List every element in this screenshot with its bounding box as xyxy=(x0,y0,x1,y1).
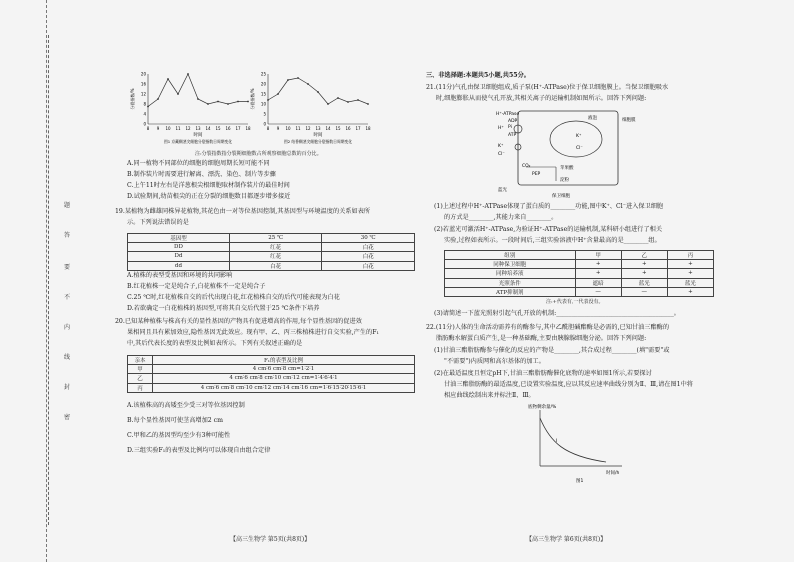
x-tick-label: 12 xyxy=(305,126,311,131)
x-tick-label: 10 xyxy=(165,126,171,131)
series-line xyxy=(268,78,368,104)
label-co2: CO₂ xyxy=(522,164,531,169)
x-tick-label: 17 xyxy=(235,126,241,131)
table-cell: 遮暗 xyxy=(575,278,621,287)
table-cell: + xyxy=(667,260,713,269)
q20-table xyxy=(127,355,415,393)
y-tick-label: 5 xyxy=(263,111,266,117)
y-tick-label: 12 xyxy=(140,91,146,97)
table-cell: 4 cm∶6 cm∶8 cm=1∶2∶1 xyxy=(153,365,415,374)
x-tick-label: 11 xyxy=(175,126,181,131)
page-footer-left: 【高三生物学 第5页(共8页)】 xyxy=(230,536,311,543)
x-tick-label: 18 xyxy=(365,126,371,131)
label-adp: ADP xyxy=(508,119,518,124)
q18-option-a: A.同一植物不同部位的细胞的细胞周期长短可能不同 xyxy=(127,160,270,167)
q21-table xyxy=(444,250,714,297)
table-header: 亲本 xyxy=(128,356,153,365)
fig1-xlabel: 时间/h xyxy=(606,471,620,476)
y-tick-label: 20 xyxy=(260,81,266,87)
fig1-title: 图1 xyxy=(576,479,584,484)
table-cell: 4 cm∶6 cm∶8 cm∶10 cm∶12 cm=1∶4∶6∶4∶1 xyxy=(153,374,415,383)
q19-table xyxy=(127,233,415,271)
x-tick-label: 13 xyxy=(315,126,321,131)
data-point xyxy=(207,103,209,105)
data-point xyxy=(357,99,359,101)
q21-stem-cont: 时,细胞膨胀从而使气孔开放,其相关离子的运输机制如图所示。回答下列问题: xyxy=(436,95,647,102)
q21-table-note: 注:+代表有,一代表没有。 xyxy=(546,299,604,305)
y-tick-label: 0 xyxy=(263,121,266,127)
q22-part2: (2)在最适温度且恒定pH下,甘油三酯脂肪酶催化底物的速率如图1所示,若要探讨 xyxy=(434,370,652,377)
y-tick-label: 15 xyxy=(260,91,266,97)
data-point xyxy=(367,103,369,105)
table-cell: dd xyxy=(128,261,230,270)
q20-option-b: B.每个显性基因可使茎高增加2 cm xyxy=(127,417,223,424)
q19-option-b: B.红花植株一定是纯合子,白花植株不一定是纯合子 xyxy=(127,283,266,290)
label-atp: ATP xyxy=(508,133,517,138)
table-cell: 白花 xyxy=(322,252,415,261)
x-tick-label: 14 xyxy=(325,126,331,131)
fig1-ylabel: 底物剩余量/% xyxy=(528,405,557,410)
label-blue-light: 蓝光 xyxy=(498,188,507,193)
chart-title: 图1 京藏稠茎尖细胞分裂指数日周期变化 xyxy=(163,139,233,144)
label-pep: PEP xyxy=(532,172,541,177)
data-point xyxy=(187,73,189,75)
curve-i xyxy=(540,418,606,462)
x-tick-label: 15 xyxy=(335,126,341,131)
table-cell: + xyxy=(621,269,667,278)
data-point xyxy=(327,103,329,105)
data-point xyxy=(307,83,309,85)
section-title: 三、非选择题:本题共5小题,共55分。 xyxy=(426,72,530,79)
label-pi: Pi xyxy=(508,125,512,130)
binding-char: 内 xyxy=(64,324,71,331)
data-point xyxy=(147,106,149,108)
table-cell: 4 cm∶6 cm∶8 cm∶10 cm∶12 cm∶14 cm∶16 cm=1∶6∶15∶20∶15∶6∶1 xyxy=(153,383,415,392)
chart-title: 图2 结香稠茎尖细胞分裂指数日周期变化 xyxy=(283,139,353,144)
q21-part1-cont: 的方式是________,其能力来自________。 xyxy=(444,214,558,221)
data-point xyxy=(237,101,239,103)
q20-stem-cont: 中,其后代表长度的表型及比例如表所示。下列有关叙述正确的是 xyxy=(127,340,303,347)
x-tick-label: 17 xyxy=(355,126,361,131)
table-header: 基因型 xyxy=(128,234,230,243)
chart-1 xyxy=(130,68,260,146)
table-header: 25 ℃ xyxy=(229,234,322,243)
q22-stem: 22.(11分)人体的生命活动需养有的酶参与,其中乙酰胆碱酯酶是必需的,已知甘油三酯酶的 xyxy=(426,324,670,331)
q22-part1-cont: "不需要")内质网和高尔基体的加工。 xyxy=(444,358,545,365)
y-tick-label: 4 xyxy=(143,111,146,117)
x-axis-label: 时间 xyxy=(313,133,323,138)
table-cell: 乙 xyxy=(128,374,153,383)
binding-char: 密 xyxy=(64,414,71,421)
x-tick-label: 15 xyxy=(215,126,221,131)
table-cell: Dd xyxy=(128,252,230,261)
q20-option-c: C.甲和乙的基因型均至少有3种可能性 xyxy=(127,432,231,439)
page-footer-right: 【高三生物学 第6页(共8页)】 xyxy=(526,536,607,543)
y-axis-label: 分裂指数/% xyxy=(250,88,255,110)
data-point xyxy=(217,101,219,103)
x-tick-label: 16 xyxy=(225,126,231,131)
data-point xyxy=(267,99,269,101)
data-point xyxy=(197,98,199,100)
data-point xyxy=(347,101,349,103)
table-cell: + xyxy=(575,260,621,269)
x-tick-label: 13 xyxy=(195,126,201,131)
q19-option-a: A.植株的表型受基因和环境的共同影响 xyxy=(127,272,233,279)
table-cell: — xyxy=(621,287,667,296)
binding-char: 题 xyxy=(64,202,71,209)
q22-part2-cont: 相应曲线绘制出来并标注Ⅱ、Ⅲ。 xyxy=(444,392,535,399)
x-tick-label: 12 xyxy=(185,126,191,131)
table-cell: 红花 xyxy=(229,243,322,252)
q18-option-b: B.制作装片时需要进行解离、漂洗、染色、制片等步骤 xyxy=(127,171,276,178)
q20-option-d: D.三组实验F₁的表型及比例均可以体现自由组合定律 xyxy=(127,447,271,454)
q22-part1: (1)甘油三酯脂肪酶参与催化的反应的产物是________,其合成过程________(填"需要"或 xyxy=(434,347,670,354)
vacuole-shape xyxy=(550,121,602,157)
table-header: 30 ℃ xyxy=(322,234,415,243)
table-cell: 蓝光 xyxy=(667,278,713,287)
table-header: 丙 xyxy=(667,251,713,260)
table-cell: 光照条件 xyxy=(445,278,576,287)
table-header: 乙 xyxy=(621,251,667,260)
q19-option-c: C.25 ℃时,红花植株自交的后代出现白花,红花植株自交的后代可能表现为白花 xyxy=(127,294,340,301)
q21-part1: (1)上述过程中H⁺-ATPase体现了蛋白质的________功能,图中K⁺、Cl⁻进入保卫细胞 xyxy=(434,203,664,210)
data-point xyxy=(157,98,159,100)
x-tick-label: 8 xyxy=(266,126,270,131)
table-cell: + xyxy=(621,260,667,269)
table-header: F₁的表型及比例 xyxy=(153,356,415,365)
x-tick-label: 14 xyxy=(205,126,211,131)
table-cell: 白花 xyxy=(229,261,322,270)
table-cell: 丙 xyxy=(128,383,153,392)
data-point xyxy=(317,91,319,93)
x-tick-label: 9 xyxy=(156,126,160,131)
q18-option-d: D.试验期间,幼苗根尖的正在分裂的细胞数目都逐步增多接近 xyxy=(127,193,291,200)
label-k-plus-in: K⁺ xyxy=(576,134,582,139)
label-starch: 淀粉 xyxy=(560,178,569,183)
label-h-plus: H⁺ xyxy=(498,126,504,131)
table-header: 甲 xyxy=(575,251,621,260)
table-cell: + xyxy=(667,269,713,278)
table-cell: + xyxy=(667,287,713,296)
table-header: 组别 xyxy=(445,251,576,260)
q19-stem-cont: 示。下列说法错误的是 xyxy=(127,219,189,226)
q21-part2-cont: 实验,过程如表所示。一段时间后,三组实验溶液中H⁺含量最高的是________组。 xyxy=(444,237,661,244)
q21-stem: 21.(11分)气孔由保卫细胞组成,质子泵(H⁺-ATPase)位于保卫细胞膜上。当保卫细胞吸水 xyxy=(426,84,669,91)
q20-stem: 20.已知某种植株与株高有关的显性基因的产物具有促进增高的作用,每个显性基因的促进效 xyxy=(115,318,362,325)
label-cl-out: Cl⁻ xyxy=(498,152,505,157)
fig1-curve-label: Ⅰ xyxy=(556,439,558,444)
label-malate: 苹果酸 xyxy=(560,166,574,171)
binding-char: 答 xyxy=(64,232,71,239)
table-cell: DD xyxy=(128,243,230,252)
binding-char: 不 xyxy=(64,294,71,301)
data-point xyxy=(247,101,249,103)
q21-part2: (2)若蓝光可激活H⁺-ATPase,为验证H⁺-ATPase的运输机制,某科研小组进行了相关 xyxy=(434,226,663,233)
q21-part3: (3)请简述一下蓝光照射引起气孔开放的机制:______________________________________。 xyxy=(434,310,680,317)
table-cell: 红花 xyxy=(229,252,322,261)
y-tick-label: 20 xyxy=(140,71,146,77)
table-cell: 白花 xyxy=(322,243,415,252)
label-guard-cell: 保卫细胞 xyxy=(552,194,570,199)
y-tick-label: 16 xyxy=(140,81,146,87)
q19-stem: 19.某植物为雌雄同株异花植物,其花色由一对等位基因控制,其基因型与环境温度的关系如表所 xyxy=(115,208,371,215)
data-point xyxy=(337,97,339,99)
y-tick-label: 25 xyxy=(260,71,266,77)
table-cell: 白花 xyxy=(322,261,415,270)
data-point xyxy=(177,93,179,95)
binding-char: 要 xyxy=(64,264,71,271)
binding-line xyxy=(48,35,49,525)
left-column xyxy=(115,0,415,562)
x-axis-label: 时间 xyxy=(193,133,203,138)
label-k-plus-out: K⁺ xyxy=(498,144,504,149)
x-tick-label: 8 xyxy=(146,126,150,131)
data-point xyxy=(167,78,169,80)
binding-margin xyxy=(0,0,47,562)
chart-2 xyxy=(250,68,380,146)
x-tick-label: 16 xyxy=(345,126,351,131)
x-tick-label: 11 xyxy=(295,126,301,131)
table-cell: 甲 xyxy=(128,365,153,374)
table-cell: ATP抑制剂 xyxy=(445,287,576,296)
data-point xyxy=(287,79,289,81)
q20-stem-cont: 果相同且具有累加效应,隐性基因无此效应。现有甲、乙、丙三株植株进行自交实验,产生的F₁ xyxy=(127,329,380,336)
q22-part2-cont: 甘油三酯脂肪酶的最适温度,已设置实验温度,应以其反应速率曲线分别为Ⅱ、Ⅲ,请在图1中将 xyxy=(444,381,693,388)
label-h-atpase: H⁺-ATPase xyxy=(496,112,520,117)
data-point xyxy=(227,103,229,105)
guard-cell-diagram xyxy=(496,107,646,199)
q18-option-c: C.上午11时左右是洋葱根尖根细胞取材制作装片的最佳时间 xyxy=(127,182,290,189)
q22-stem-cont: 脂肪酶水解蛋白质产生,是一种基础酶,主要由胰腺腺细胞分泌。回答下列问题: xyxy=(436,335,647,342)
y-tick-label: 10 xyxy=(260,101,266,107)
label-cl-in: Cl⁻ xyxy=(576,146,583,151)
table-cell: 同种保卫细胞 xyxy=(445,260,576,269)
x-tick-label: 10 xyxy=(285,126,291,131)
data-point xyxy=(277,93,279,95)
right-column xyxy=(426,0,746,562)
y-tick-label: 0 xyxy=(143,121,146,127)
x-tick-label: 18 xyxy=(245,126,251,131)
label-membrane: 细胞膜 xyxy=(622,118,636,123)
q19-option-d: D.若欲确定一白花植株的基因型,可将其自交后代置于25 ℃条件下培养 xyxy=(127,305,320,312)
data-point xyxy=(297,77,299,79)
binding-char: 封 xyxy=(64,384,71,391)
y-axis-label: 分裂指数/% xyxy=(130,88,135,110)
table-cell: 蓝光 xyxy=(621,278,667,287)
chart-note: 注:分裂指数指分裂期细胞数占所观察细胞总数的百分比。 xyxy=(195,151,322,157)
q20-option-a: A.该植株高的高矮至少受三对等位基因控制 xyxy=(127,402,245,409)
label-vacuole: 液泡 xyxy=(588,116,597,121)
figure-1-plot xyxy=(526,400,636,485)
series-line xyxy=(148,74,248,107)
table-cell: 同种培养液 xyxy=(445,269,576,278)
x-tick-label: 9 xyxy=(276,126,280,131)
y-tick-label: 8 xyxy=(143,101,146,107)
binding-char: 线 xyxy=(64,354,71,361)
table-cell: — xyxy=(575,287,621,296)
table-cell: + xyxy=(575,269,621,278)
